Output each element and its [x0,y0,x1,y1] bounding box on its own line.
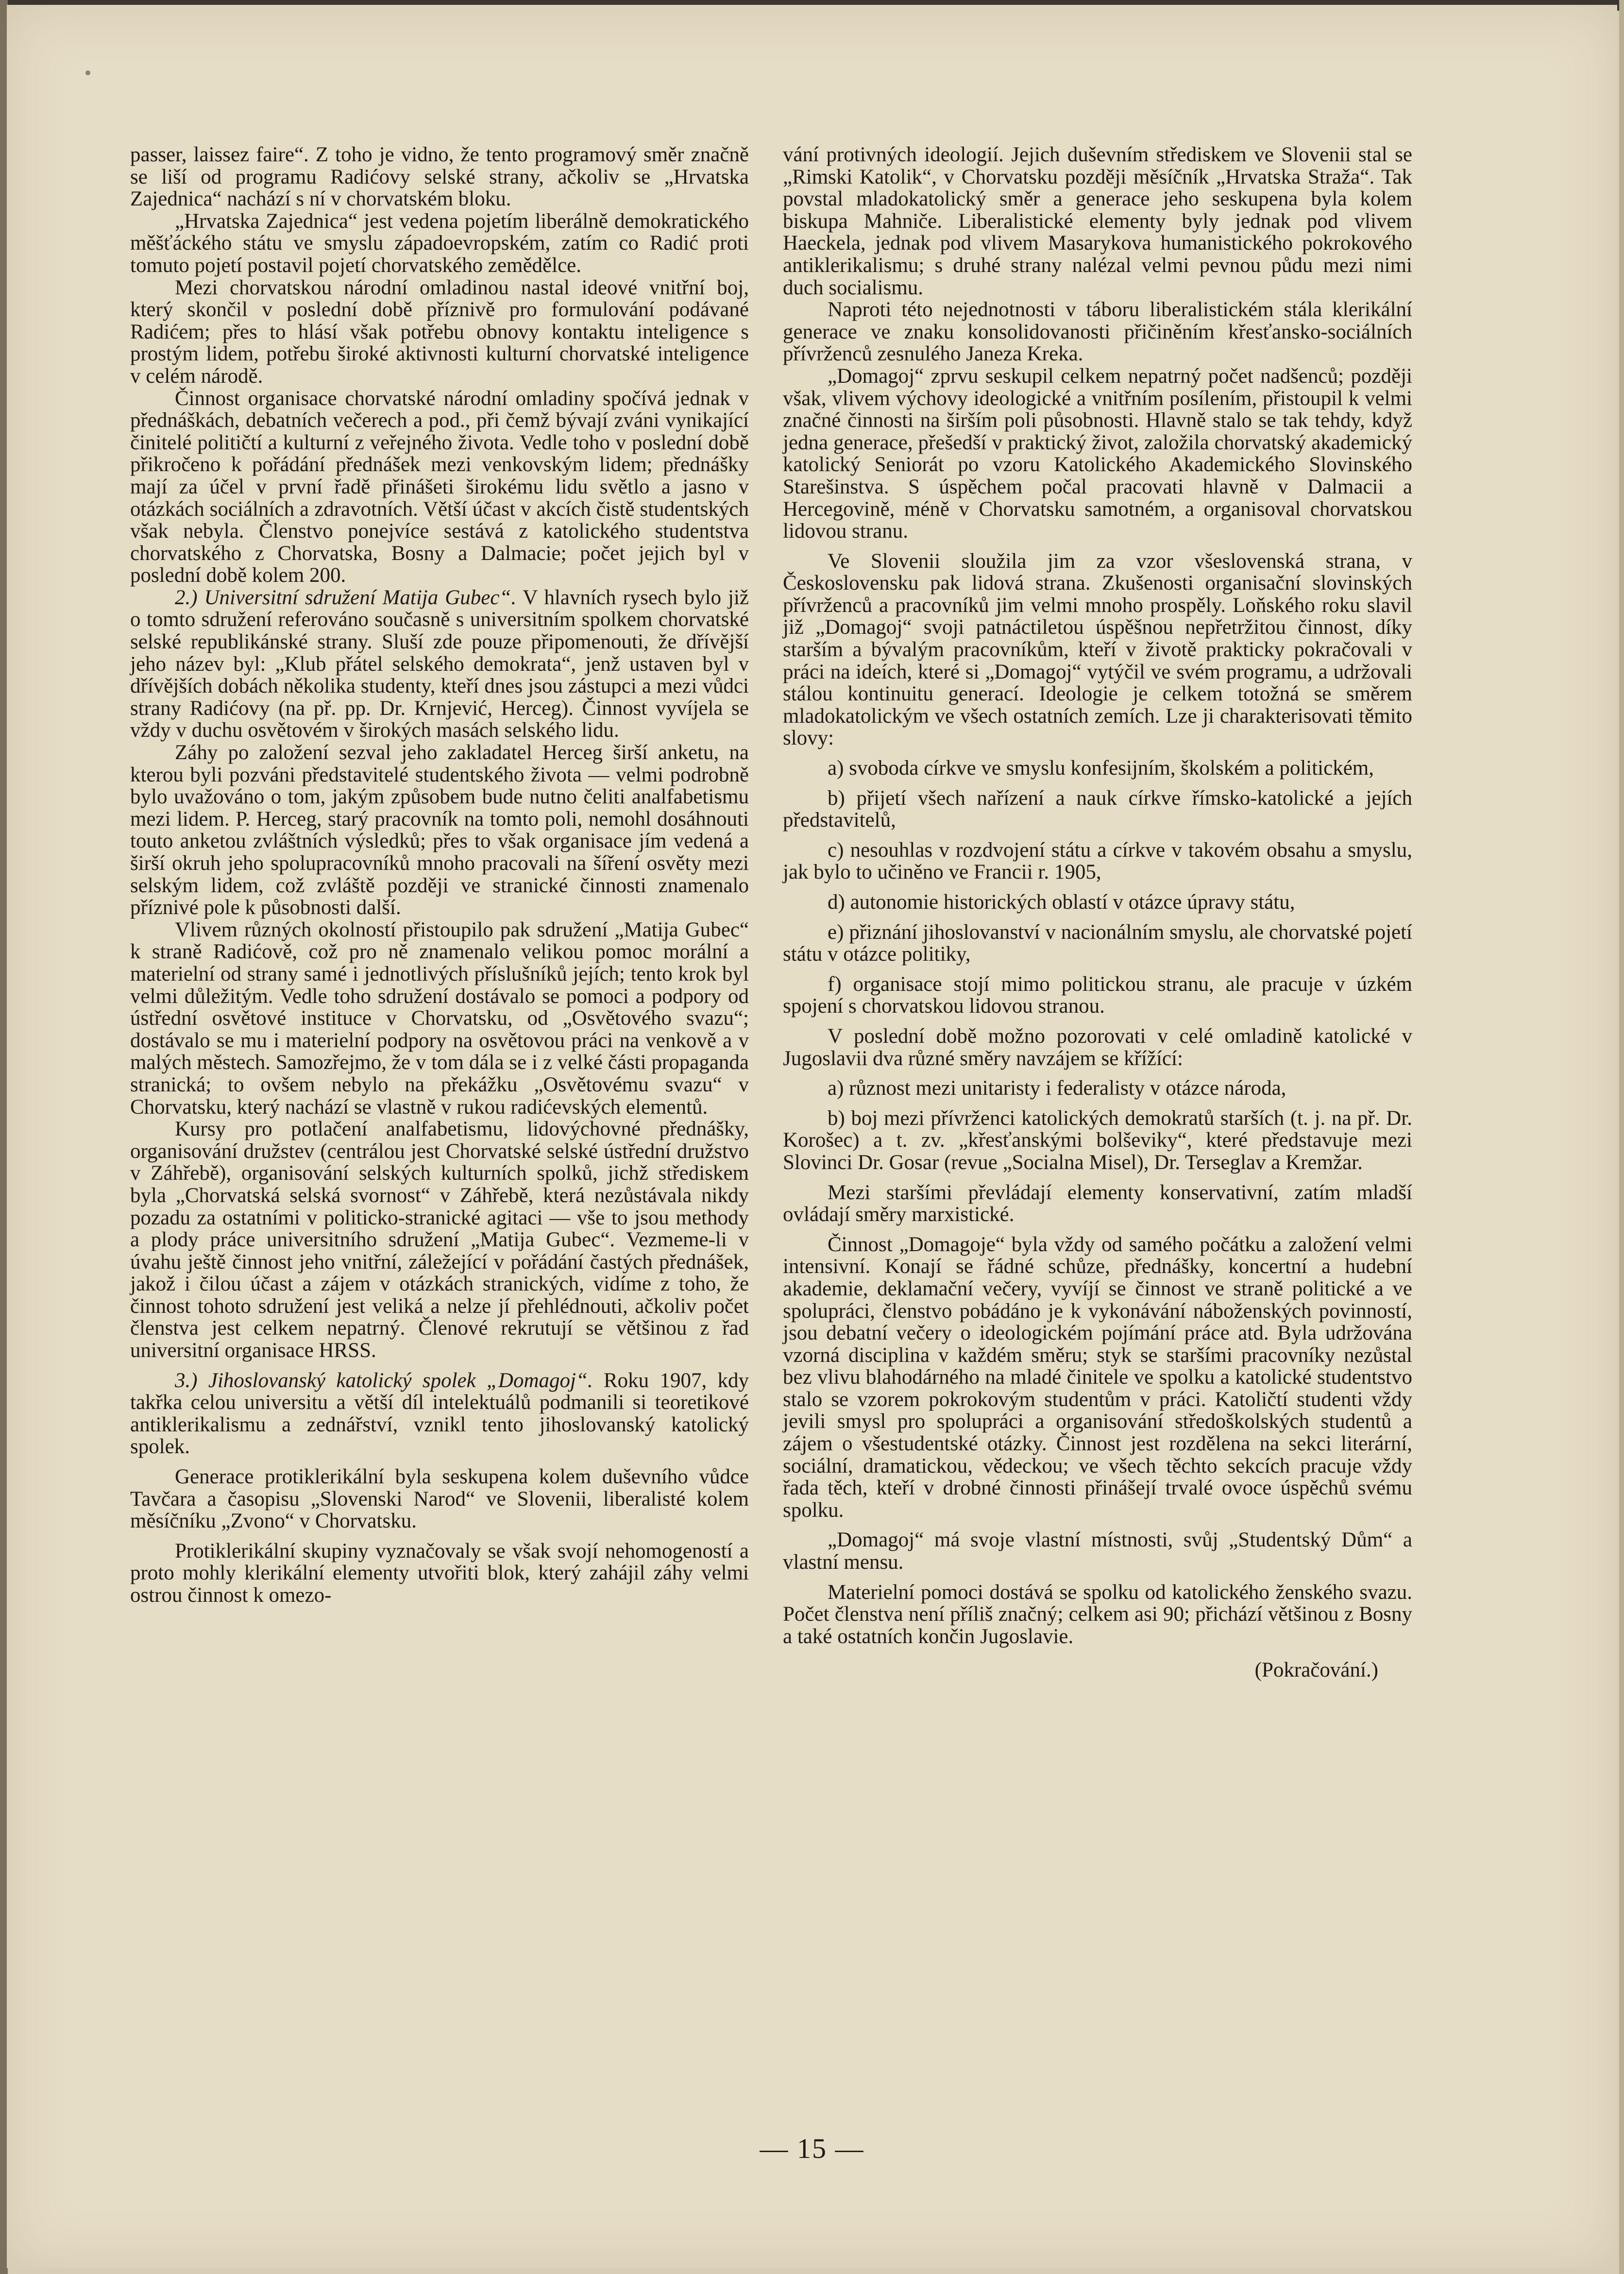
section-paragraph [130,587,749,742]
paragraph: Činnost organisace chorvatské národní omladiny spočívá jednak v přednáškách, debatních večerech a pod., při čemž bývají zváni vynikající činitelé političtí a kulturní z veřejného života. Vedle toho v poslední době přikročeno k pořádání přednášek mezi venkovským lidem; přednášky mají za účel v první řadě přinášeti širokému lidu světlo a jasno v otázkách sociálních a zdravotních. Větší účast v akcích čistě studentských však nebyla. Členstvo ponejvíce sestává z katolického studentstva chorvatského z Chorvatska, Bosny a Dalmacie; počet jejich byl v poslední době kolem 200. [130,387,749,587]
right-edge [1619,0,1624,2274]
paragraph: Mezi staršími převládají elementy konservativní, zatím mladší ovládají směry marxistické. [783,1181,1412,1226]
paragraph: Vlivem různých okolností přistoupilo pak sdružení „Matija Gubec“ k straně Radićově, což pro ně znamenalo velikou pomoc morální a materielní od strany samé i jednotlivých příslušníků jejích; tento krok byl velmi důležitým. Vedle toho sdružení dostávalo se pomoci a podpory od ústřední osvětové instituce v Chorvatsku, od „Osvětového svazu“; dostávalo se mu i materielní podpory na osvětovou práci na venkově a v malých městech. Samozřejmo, že v tom dála se i z velké části propaganda stranická; to ovšem nebylo na překážku „Osvětovému svazu“ v Chorvatsku, který nachází se vlastně v rukou radićevských elementů. [130,918,749,1119]
section-text: Roku 1907, kdy takřka celou universitu a větší díl intelektuálů podmanili si teoretikové antiklerikalismu a zednářství, vznikl tento jihoslovanský katolický spolek. [130,1369,749,1459]
section-heading: 3.) Jihoslovanský katolický spolek „Domagoj“. [175,1369,593,1392]
list-item: f) organisace stojí mimo politickou stranu, ale pracuje v úzkém spojení s chorvatskou lidovou stranou. [783,972,1412,1018]
paragraph: passer, laissez faire“. Z toho je vidno, že tento programový směr značně se liší od programu Radićovy selské strany, ačkoliv se „Hrvatska Zajednica“ nachází s ní v chorvatském bloku. [130,143,749,211]
list-item: b) přijetí všech nařízení a nauk církve římsko-katolické a jejích představitelů, [783,786,1412,832]
section-heading: 2.) Universitní sdružení Matija Gubec“. [175,586,517,609]
paragraph: Protiklerikální skupiny vyznačovaly se však svojí nehomogeností a proto mohly klerikální elementy utvořiti blok, který zahájil záhy velmi ostrou činnost k omezo- [130,1539,749,1607]
paragraph: Záhy po založení sezval jeho zakladatel Herceg širší anketu, na kterou byli pozváni představitelé studentského života — velmi podrobně bylo uvažováno o tom, jakým způsobem bude nutno čeliti analfabetismu mezi lidem. P. Herceg, starý pracovník na tomto poli, nemohl dosáhnouti touto anketou zvláštních výsledků; přes to však organisace jím vedená a širší okruh jeho spolupracovníků mnoho pracovali na šíření osvěty mezi selským lidem, což zvláště později ve stranické činnosti znamenalo příznivé pole k působnosti další. [130,741,749,919]
paragraph: Generace protiklerikální byla seskupena kolem duševního vůdce Tavčara a časopisu „Slovenski Narod“ ve Slovenii, liberalisté kolem měsíčníku „Zvono“ v Chorvatsku. [130,1465,749,1533]
paragraph: Činnost „Domagoje“ byla vždy od samého počátku a založení velmi intensivní. Konají se řádné schůze, přednášky, koncertní a hudební akademie, deklamační večery, vyvíjí se činnost ve straně politické a ve spolupráci, členstvo pobádáno je k vykonávání náboženských povinností, jsou debatní večery o ideologickém pojímání práce atd. Byla udržována vzorná disciplina v každém směru; styk se staršími pracovníky nezůstal bez vlivu blahodárného na mladé činitele ve spolku a katolické studentstvo stalo se vzorem pokrokovým studentům v práci. Katoličtí studenti vždy jevili smysl pro spolupráci a organisování středoškolských studentů a zájem o všestudentské otázky. Činnost jest rozdělena na sekci literární, sociální, dramatickou, vědeckou; ve všech těchto sekcích pracuje vždy řada těch, kteří v drobné činnosti přinášejí trvalé ovoce úspěchů svému spolku. [783,1233,1412,1522]
paragraph: Materielní pomoci dostává se spolku od katolického ženského svazu. Počet členstva není příliš značný; celkem asi 90; přichází většinou z Bosny a také ostatních končin Jugoslavie. [783,1580,1412,1648]
paragraph: V poslední době možno pozorovati v celé omladině katolické v Jugoslavii dva různé směry navzájem se křížící: [783,1024,1412,1070]
list-item: d) autonomie historických oblastí v otázce úpravy státu, [828,891,1295,914]
right-text-column [783,144,1412,1681]
paragraph: vání protivných ideologií. Jejich duševním střediskem ve Slovenii stal se „Rimski Katolik“, v Chorvatsku později měsíčník „Hrvatska Straža“. Tak povstal mladokatolický směr a generace jeho seskupena byla kolem biskupa Mahniče. Liberalistické elementy byly jednak pod vlivem Haeckela, jednak pod vlivem Masarykova humanistického pokrokového antiklerikalismu; s druhé strany nalézal velmi pevnou půdu mezi nimi duch socialismu. [783,143,1412,299]
section-paragraph [130,1370,749,1458]
list-item: c) nesouhlas v rozdvojení státu a církve v takovém obsahu a smyslu, jak bylo to učiněno ve Francii r. 1905, [783,838,1412,884]
paper-speck [85,70,90,75]
paragraph: „Hrvatska Zajednica“ jest vedena pojetím liberálně demokratického měšťáckého státu ve smyslu západoevropském, zatím co Radić proti tomuto pojetí postavil pojetí chorvatského zemědělce. [130,209,749,277]
list-item: e) přiznání jihoslovanství v nacionálním smyslu, ale chorvatské pojetí státu v otázce politiky, [783,920,1412,966]
paragraph: „Domagoj“ zprvu seskupil celkem nepatrný počet nadšenců; později však, vlivem výchovy ideologické a vnitřním posílením, přistoupil k velmi značné činnosti na širším poli působnosti. Hlavně stalo se tak tehdy, když jedna generace, přešedší v praktický život, založila chorvatský akademický katolický Seniorát po vzoru Katolického Akademického Slovinského Starešinstva. S úspěchem počal pracovati hlavně v Dalmacii a Hercegovině, méně v Chorvatsku samotném, a organisoval chorvatskou lidovou stranu. [783,364,1412,543]
paragraph: Ve Slovenii sloužila jim za vzor všeslovenská strana, v Československu pak lidová strana. Zkušenosti organisační slovinských přívrženců a pracovníků jim velmi mnoho prospěly. Loňského roku slavil již „Domagoj“ svoji patnáctiletou úspěšnou nepřetržitou činnost, díky starším a bývalým pracovníkům, kteří v životě prakticky pokračovali v práci na ideích, které si „Domagoj“ vytýčil ve svém programu, a udržovali stálou kontinuitu generací. Ideologie je celkem totožná se směrem mladokatolickým ve všech ostatních zemích. Lze ji charakterisovati těmito slovy: [783,549,1412,750]
list-item: b) boj mezi přívrženci katolických demokratů starších (t. j. na př. Dr. Korošec) a t. zv. „křesťanskými bolševiky“, které představuje mezi Slovinci Dr. Gosar (revue „Socialna Misel), Dr. Terseglav a Kremžar. [783,1106,1412,1174]
paragraph: „Domagoj“ má svoje vlastní místnosti, svůj „Studentský Dům“ a vlastní mensu. [783,1528,1412,1574]
paragraph: Mezi chorvatskou národní omladinou nastal ideové vnitřní boj, který skončil v poslední době příznivě pro formulování podávané Radićem; přes to hlásí však potřebu obnovy kontaktu inteligence s prostým lidem, potřebu široké aktivnosti kulturní chorvatské inteligence v celém národě. [130,276,749,388]
paragraph: Kursy pro potlačení analfabetismu, lidovýchovné přednášky, organisování družstev (centrálou jest Chorvatské selské ústřední družstvo v Záhřebě), organisování selských kulturních spolků, jichž střediskem byla „Chorvatská selská svornost“ v Záhřebě, která nezůstávala nikdy pozadu za ostatními v politicko-stranické agitaci — vše to jsou methody a plody práce universitního sdružení „Matija Gubec“. Vezmeme-li v úvahu ještě činnost jeho vnitřní, záležející v pořádání častých přednášek, jakož i čilou účast a zájem v otázkách stranických, vidíme z toho, že činnost tohoto sdružení jest veliká a nelze jí přehlédnouti, ačkoliv počet členstva jest celkem nepatrný. Členové rekrutují se většinou z řad universitní organisace HRSS. [130,1118,749,1362]
section-text: V hlavních rysech bylo již o tomto sdružení referováno současně s universitním spolkem chorvatské selské republikánské strany. Sluší zde pouze připomenouti, že dřívější jeho název byl: „Klub přátel selského demokrata“, jenž ustaven byl v dřívějších dobách několika studenty, kteří dnes jsou zástupci a mezi vůdci strany Radićovy (na př. pp. Dr. Krnjević, Herceg). Činnost vyvíjela se vždy v duchu osvětovém v širokých masách selského lidu. [130,586,749,742]
left-text-column [130,144,749,1607]
list-item: a) různost mezi unitaristy i federalisty v otázce národa, [828,1077,1286,1100]
page-number: — 15 — [760,2133,864,2164]
continuation-note: (Pokračování.) [1254,1659,1378,1682]
paragraph: Naproti této nejednotnosti v táboru liberalistickém stála klerikální generace ve znaku konsolidovanosti přičiněním křesťansko-sociálních přívrženců zesnulého Janeza Kreka. [783,298,1412,366]
list-item: a) svoboda církve ve smyslu konfesijním, školském a politickém, [828,757,1374,780]
